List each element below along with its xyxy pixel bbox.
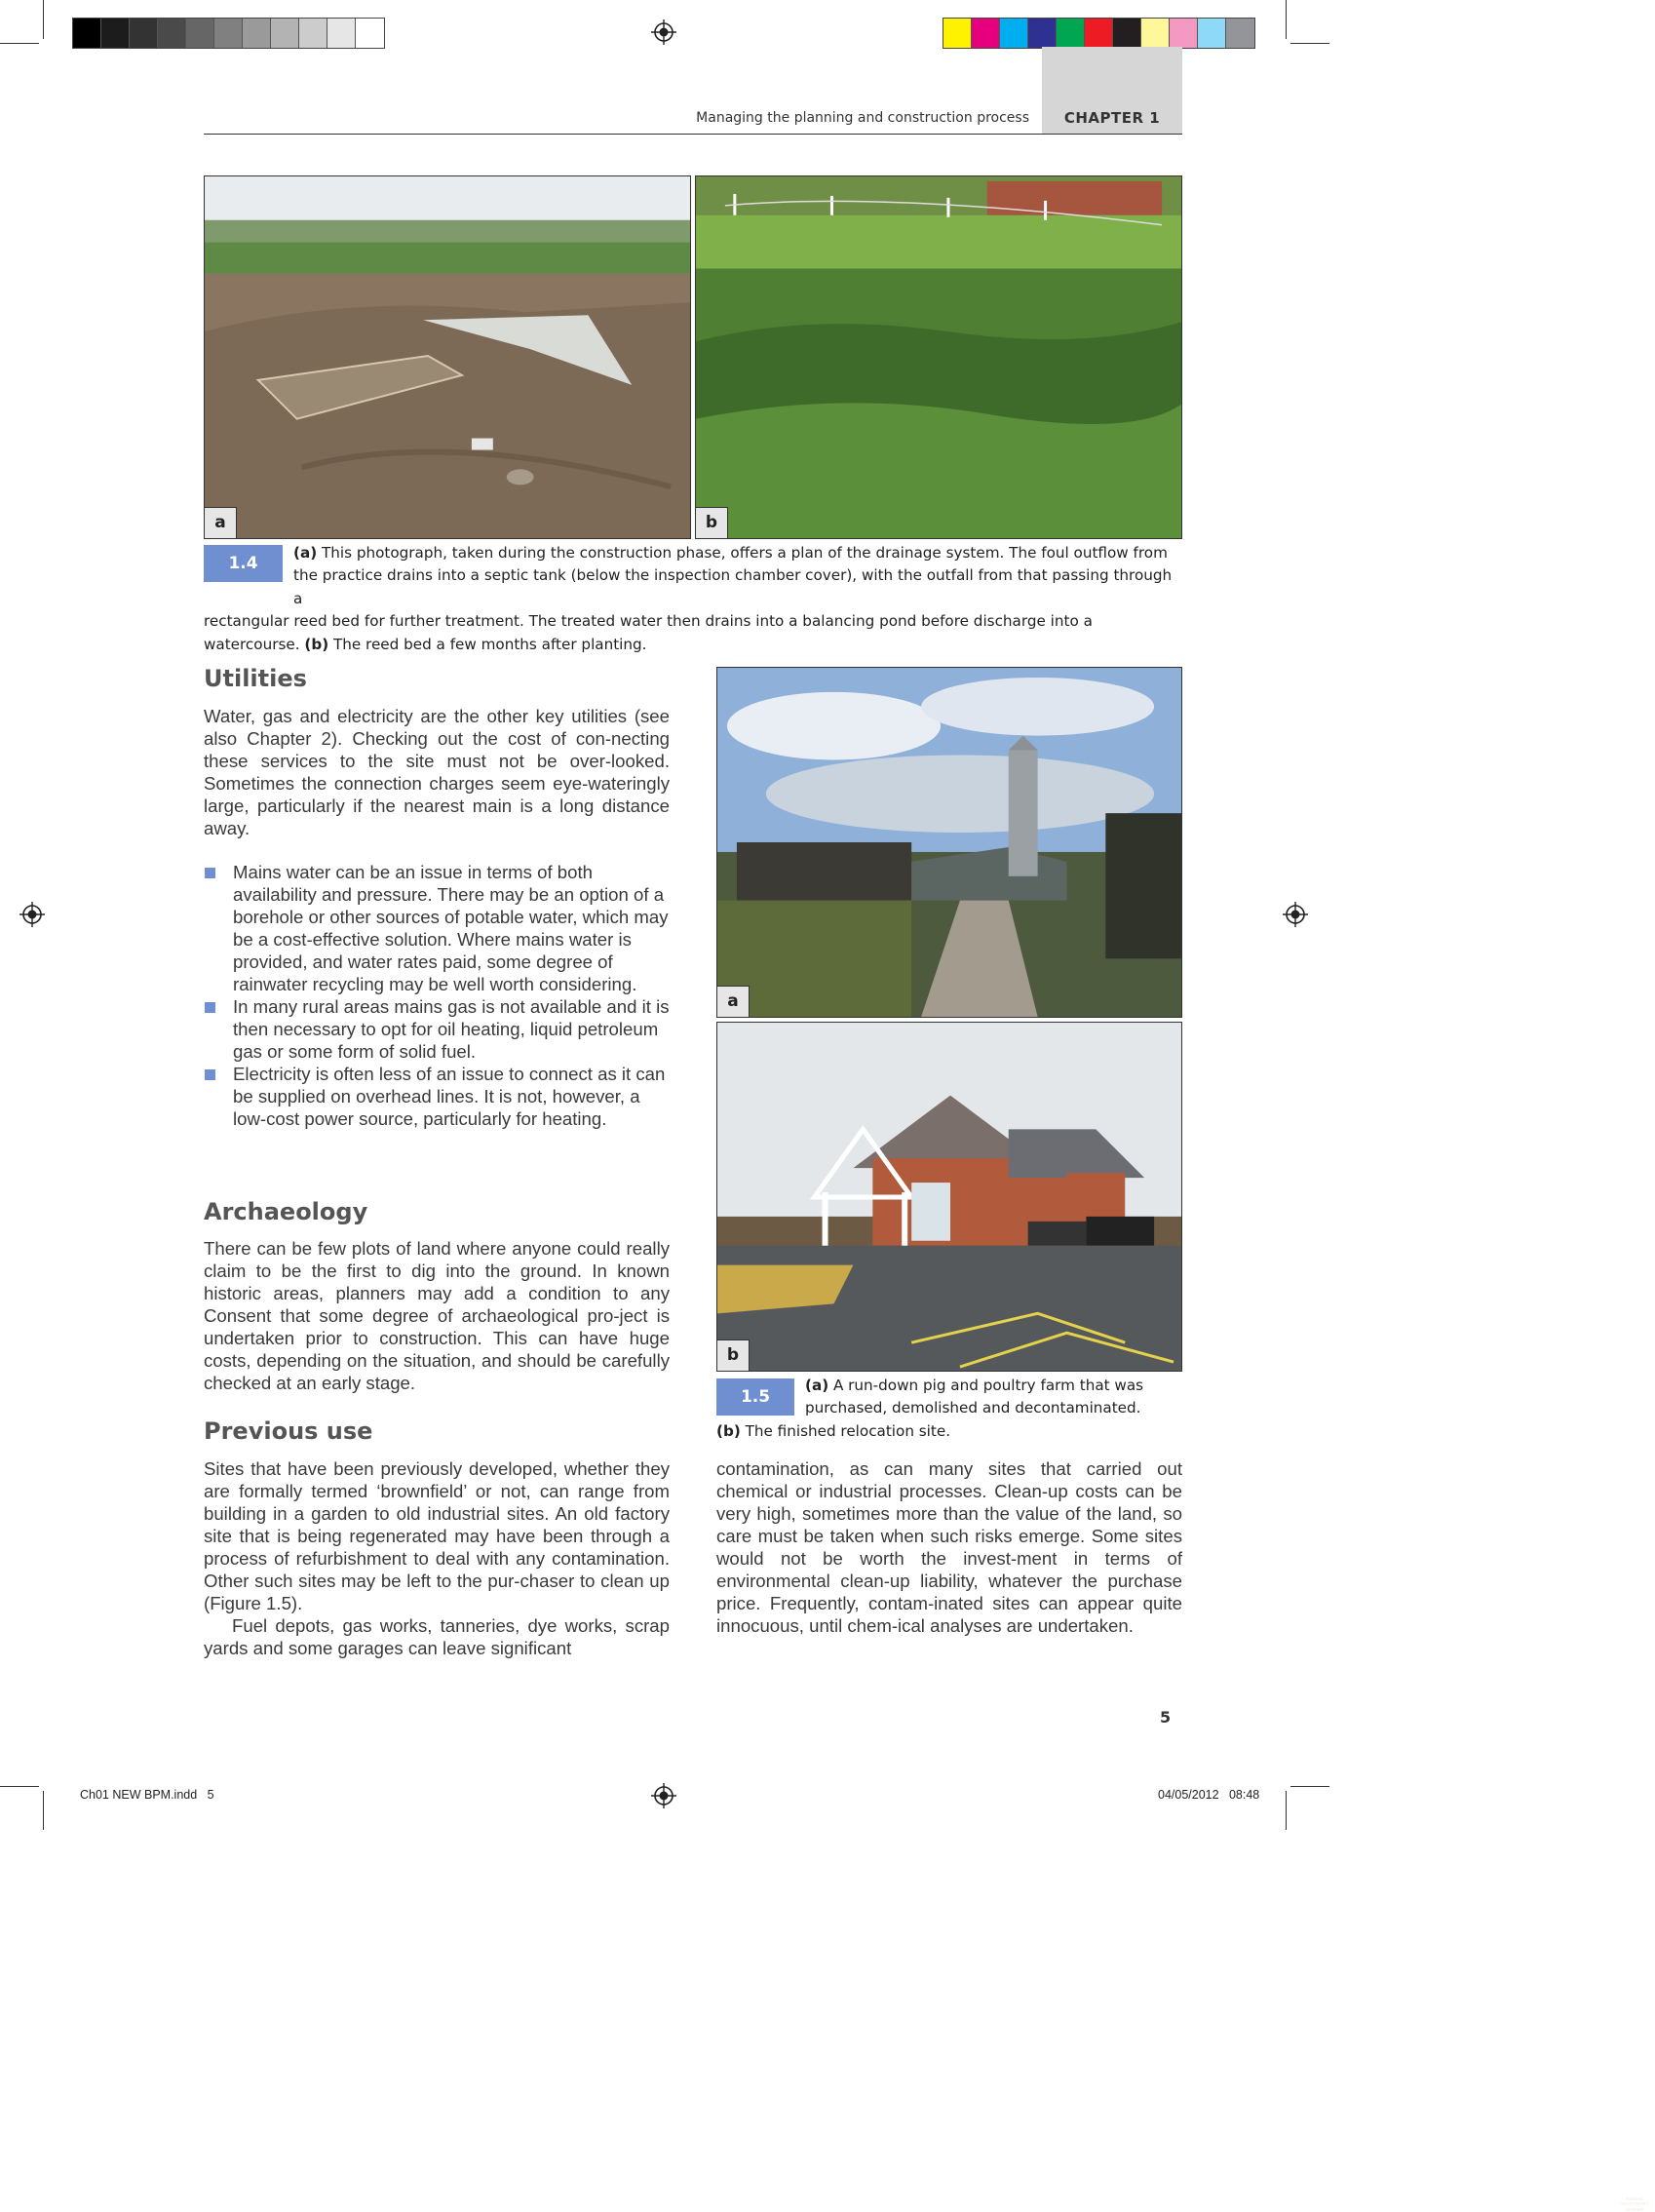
figure-number-badge: 1.5: [716, 1378, 794, 1416]
figure-1-4a-photo: [204, 175, 691, 539]
color-swatch: [1113, 19, 1141, 48]
sign-line: CENTRE: [1625, 2206, 1644, 2212]
running-header-title: Managing the planning and construction process: [696, 110, 1029, 126]
color-swatch: [243, 19, 271, 48]
caption-label-a: (a): [293, 544, 318, 562]
color-swatch: [130, 19, 158, 48]
registration-mark-icon: [651, 19, 676, 45]
utilities-bullet-list: [204, 861, 670, 1130]
color-swatch: [271, 19, 299, 48]
date-slug: 04/05/2012 08:48: [1158, 1788, 1260, 1802]
list-item: In many rural areas mains gas is not available and it is then necessary to opt for oil heating, liquid petroleum gas or some form of solid fuel.: [204, 995, 670, 1063]
color-swatch: [214, 19, 243, 48]
color-swatch: [1000, 19, 1028, 48]
panel-label-a: a: [716, 986, 750, 1018]
list-item: Electricity is often less of an issue to connect as it can be supplied on overhead lines. It is not, however, a low-cost power source, particularly for heating.: [204, 1063, 670, 1130]
bullet-square-icon: [205, 1069, 215, 1080]
crop-mark: [1290, 43, 1329, 44]
file-slug: Ch01 NEW BPM.indd 5: [80, 1788, 214, 1802]
color-swatch: [158, 19, 186, 48]
utilities-intro: Water, gas and electricity are the other key utilities (see also Chapter 2). Checking out the cost of con-necting these services to the site must not be over-looked. Sometimes the connection charges seem eye-wateringly large, particularly if the nearest main is a long distance away.: [204, 706, 670, 838]
bullet-square-icon: [205, 1002, 215, 1013]
figure-1-4b-photo: [695, 175, 1182, 539]
sign-line: VETERINARY: [1620, 2201, 1649, 2207]
chapter-label: CHAPTER 1: [1063, 109, 1161, 127]
archaeology-text: There can be few plots of land where anyone could really claim to be the first to dig into the ground. In known historic areas, planners may add a condition to any Consent that some degree of archaeological pro-ject is undertaken prior to construction. This can have huge costs, depending on the situation, and should be carefully checked at an early stage.: [204, 1238, 670, 1393]
previous-use-paragraph-1: Sites that have been previously developed, whether they are formally termed ‘brownfield’ or not, can range from building in a garden to old industrial sites. An old factory site that is being regenerated may have been through a process of refurbishment to deal with any contamination. Other such sites may be left to the pur-chaser to clean up (Figure 1.5).: [204, 1458, 670, 1613]
bullet-square-icon: [205, 868, 215, 878]
color-swatch: [299, 19, 327, 48]
figure-1-5-caption: (a) A run-down pig and poultry farm that was purchased, demolished and decontaminated. (b) The finished relocation site.: [716, 1377, 1144, 1440]
color-swatch: [1028, 19, 1057, 48]
crop-mark: [1290, 1786, 1329, 1787]
panel-label-b: b: [695, 507, 728, 539]
crop-mark: [43, 1791, 44, 1830]
registration-mark-icon: [651, 1783, 676, 1808]
color-swatch: [1170, 19, 1198, 48]
crop-mark: [0, 1786, 39, 1787]
caption-label-a: (a): [805, 1377, 829, 1394]
panel-label-b: b: [716, 1339, 750, 1372]
panel-label-a: a: [204, 507, 237, 539]
registration-mark-icon: [1283, 902, 1308, 927]
page-number: 5: [1160, 1708, 1172, 1727]
color-swatch: [101, 19, 130, 48]
crop-mark: [0, 43, 39, 44]
list-item: Mains water can be an issue in terms of both availability and pressure. There may be an option of a borehole or other sources of potable water, which may be a cost-effective solution. Where mains water is provided, and water rates paid, some degree of rainwater recycling may be well worth considering.: [204, 861, 670, 995]
crop-mark: [43, 0, 44, 39]
color-swatch: [73, 19, 101, 48]
sign-line: ROWAN: [1626, 2196, 1643, 2201]
color-swatch: [356, 19, 384, 48]
caption-label-b: (b): [716, 1421, 741, 1440]
color-swatch: [1057, 19, 1085, 48]
building-sign: [1614, 2196, 1655, 2212]
color-swatch: [186, 19, 214, 48]
figure-1-4-caption: (a) This photograph, taken during the construction phase, offers a plan of the drainage system. The foul outflow from the practice drains into a septic tank (below the inspection chamber cover), with the outfall from that passing through a rectangular reed bed for further treatment. The treated water then drains into a balancing pond before discharge into a watercourse. (b) The reed bed a few months after planting.: [204, 544, 1173, 653]
color-swatch: [972, 19, 1000, 48]
caption-label-b: (b): [304, 635, 329, 653]
color-swatch: [943, 19, 972, 48]
header-rule: [204, 134, 1182, 135]
color-swatch: [1141, 19, 1170, 48]
section-heading-previous-use: Previous use: [204, 1417, 373, 1445]
section-heading-archaeology: Archaeology: [204, 1198, 368, 1225]
process-color-bar: [943, 18, 1255, 49]
registration-mark-icon: [19, 902, 45, 927]
grayscale-color-bar: [72, 18, 385, 49]
figure-1-5a-photo: [716, 667, 1182, 1018]
figure-number-badge: 1.4: [204, 545, 283, 582]
section-heading-utilities: Utilities: [204, 665, 307, 692]
color-swatch: [1198, 19, 1226, 48]
color-swatch: [1226, 19, 1254, 48]
previous-use-paragraph-3: contamination, as can many sites that carried out chemical or industrial processes. Clean-up costs can be very high, sometimes more than the value of the land, so care must be taken when such risks emerge. Some sites would not be worth the invest-ment in terms of environmental clean-up liability, whatever the purchase price. Frequently, contam-inated sites can appear quite innocuous, until chem-ical analyses are undertaken.: [716, 1458, 1182, 1636]
crop-mark: [1286, 0, 1287, 39]
crop-mark: [1286, 1791, 1287, 1830]
color-swatch: [327, 19, 356, 48]
color-swatch: [1085, 19, 1113, 48]
previous-use-paragraph-2: Fuel depots, gas works, tanneries, dye works, scrap yards and some garages can leave significant: [204, 1615, 670, 1658]
